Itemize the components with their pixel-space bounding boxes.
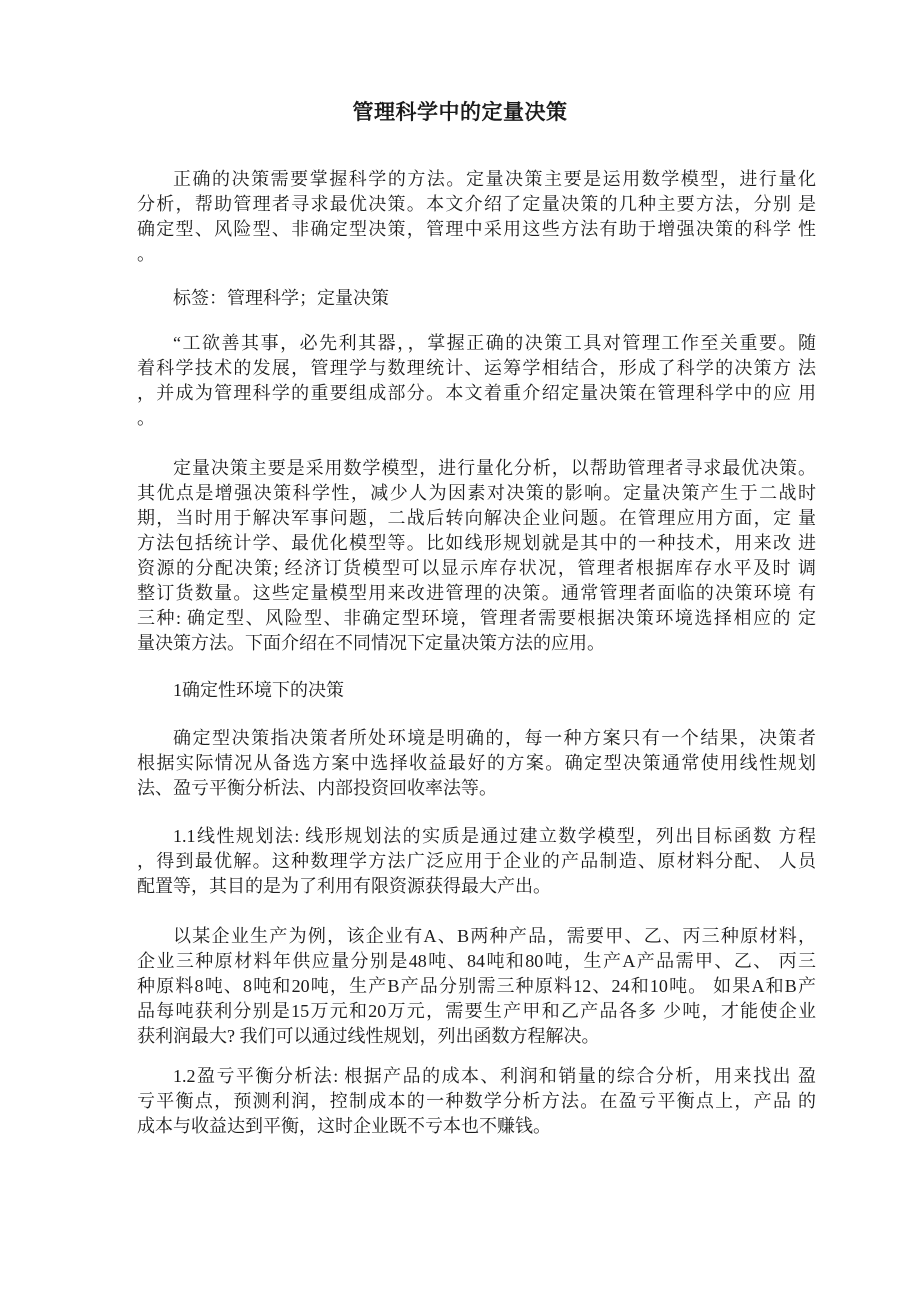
text-line: 1.2盈亏平衡分析法: 根据产品的成本、利润和销量的综合分析，用来找出 盈 bbox=[173, 1066, 816, 1086]
text-line: 成本与收益达到平衡，这时企业既不亏本也不赚钱。 bbox=[137, 1116, 551, 1136]
abstract-paragraph bbox=[137, 167, 816, 267]
text-line: 定量决策主要是采用数学模型，进行量化分析，以帮助管理者寻求最优决策。 bbox=[173, 458, 816, 478]
text-line: 。 bbox=[137, 408, 155, 428]
text-line: 量决策方法。下面介绍在不同情况下定量决策方法的应用。 bbox=[137, 633, 605, 653]
tags-paragraph bbox=[137, 286, 816, 311]
text-line: 期，当时用于解决军事问题，二战后转向解决企业问题。在管理应用方面，定 量 bbox=[137, 508, 816, 528]
text-line: 法、盈亏平衡分析法、内部投资回收率法等。 bbox=[137, 778, 497, 798]
overview-paragraph bbox=[137, 456, 816, 656]
example-paragraph bbox=[137, 924, 816, 1049]
text-line: ，得到最优解。这种数理学方法广泛应用于企业的产品制造、原材料分配、 人员 bbox=[137, 851, 816, 871]
breakeven-paragraph bbox=[137, 1064, 816, 1139]
text-line: “工欲善其事，必先利其器，，掌握正确的决策工具对管理工作至关重要。随 bbox=[173, 333, 816, 353]
text-line: 正确的决策需要掌握科学的方法。定量决策主要是运用数学模型，进行量化 bbox=[173, 169, 816, 189]
text-line: 根据实际情况从备选方案中选择收益最好的方案。确定型决策通常使用线性规划 bbox=[137, 753, 816, 773]
section-heading-1 bbox=[137, 678, 816, 703]
text-line: 资源的分配决策; 经济订货模型可以显示库存状况，管理者根据库存水平及时 调 bbox=[137, 558, 816, 578]
linear-programming-paragraph bbox=[137, 824, 816, 899]
text-line: 确定型、风险型、非确定型决策，管理中采用这些方法有助于增强决策的科学 性 bbox=[137, 219, 816, 239]
text-line: 分析，帮助管理者寻求最优决策。本文介绍了定量决策的几种主要方法，分别 是 bbox=[137, 194, 816, 214]
text-line: 配置等，其目的是为了利用有限资源获得最大产出。 bbox=[137, 876, 551, 896]
quote-paragraph bbox=[137, 331, 816, 431]
text-line: 品每吨获利分别是15万元和20万元，需要生产甲和乙产品各多 少吨，才能使企业 bbox=[137, 1001, 816, 1021]
text-line: 方法包括统计学、最优化模型等。比如线形规划就是其中的一种技术，用来改 进 bbox=[137, 533, 816, 553]
text-line: ，并成为管理科学的重要组成部分。本文着重介绍定量决策在管理科学中的应 用 bbox=[137, 383, 816, 403]
text-line: 获利润最大? 我们可以通过线性规划，列出函数方程解决。 bbox=[137, 1026, 600, 1046]
certainty-paragraph bbox=[137, 726, 816, 801]
text-line: 以某企业生产为例，该企业有A、B两种产品，需要甲、乙、丙三种原材料， bbox=[173, 926, 816, 946]
text-line: 。 bbox=[137, 244, 155, 264]
text-line: 标签：管理科学；定量决策 bbox=[173, 288, 389, 308]
text-line: 着科学技术的发展，管理学与数理统计、运筹学相结合，形成了科学的决策方 法 bbox=[137, 358, 816, 378]
text-line: 1.1线性规划法: 线形规划法的实质是通过建立数学模型，列出目标函数 方程 bbox=[173, 826, 816, 846]
text-line: 种原料8吨、8吨和20吨，生产B产品分别需三种原料12、24和10吨。 如果A和B产 bbox=[137, 976, 816, 996]
text-line: 其优点是增强决策科学性，减少人为因素对决策的影响。定量决策产生于二战时 bbox=[137, 483, 816, 503]
text-line: 三种: 确定型、风险型、非确定型环境，管理者需要根据决策环境选择相应的 定 bbox=[137, 608, 816, 628]
text-line: 整订货数量。这些定量模型用来改进管理的决策。通常管理者面临的决策环境 有 bbox=[137, 583, 816, 603]
text-line: 亏平衡点，预测利润，控制成本的一种数学分析方法。在盈亏平衡点上，产品 的 bbox=[137, 1091, 816, 1111]
text-line: 确定型决策指决策者所处环境是明确的，每一种方案只有一个结果，决策者 bbox=[173, 728, 816, 748]
text-line: 企业三种原材料年供应量分别是48吨、84吨和80吨，生产A产品需甲、乙、 丙三 bbox=[137, 951, 816, 971]
document-title: 管理科学中的定量决策 bbox=[352, 100, 568, 124]
text-line: 1确定性环境下的决策 bbox=[173, 680, 344, 700]
